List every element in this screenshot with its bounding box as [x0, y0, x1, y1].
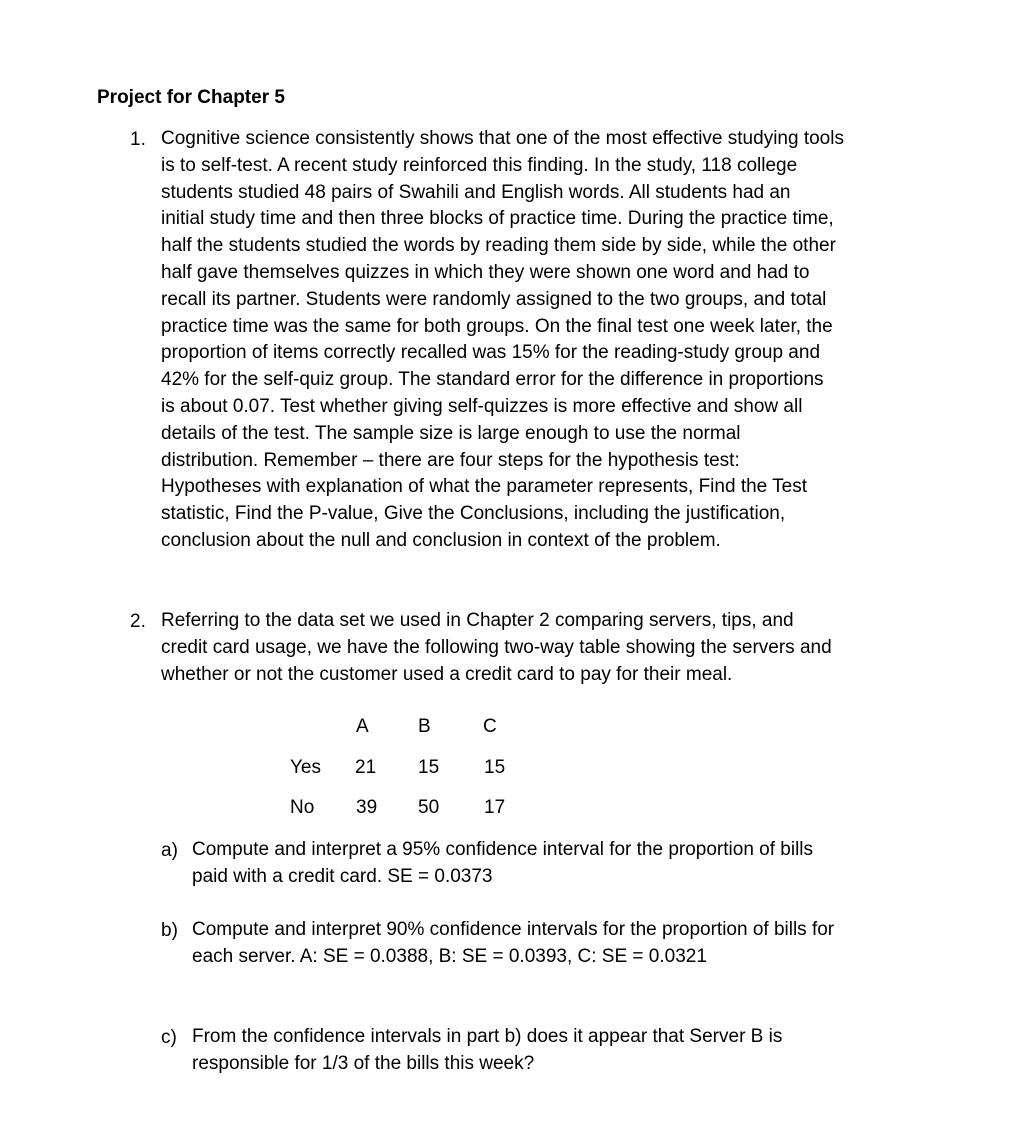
question-1-line: Cognitive science consistently shows that one of the most effective studying tools — [161, 128, 844, 149]
part-b-line: each server. A: SE = 0.0388, B: SE = 0.0393, C: SE = 0.0321 — [192, 945, 707, 967]
part-b-text — [192, 917, 834, 971]
part-b-letter: b) — [161, 920, 178, 941]
question-2-number: 2. — [130, 611, 146, 632]
table-cell: 15 — [418, 757, 440, 778]
question-2-line: whether or not the customer used a credit card to pay for their meal. — [161, 663, 733, 685]
question-1-line: is about 0.07. Test whether giving self-quizzes is more effective and show all — [161, 395, 803, 417]
page-title: Project for Chapter 5 — [97, 87, 285, 108]
question-1-number: 1. — [130, 129, 146, 150]
table-row-label: Yes — [290, 757, 321, 778]
question-1-line: students studied 48 pairs of Swahili and English words. All students had an — [161, 181, 791, 203]
part-c-line: From the confidence intervals in part b) does it appear that Server B is — [192, 1026, 783, 1047]
table-cell: 21 — [355, 757, 377, 778]
part-c-line: responsible for 1/3 of the bills this week? — [192, 1052, 535, 1074]
part-a-letter: a) — [161, 840, 178, 861]
table-cell: 50 — [418, 797, 440, 818]
question-2-line: Referring to the data set we used in Chapter 2 comparing servers, tips, and — [161, 610, 794, 631]
table-column-header: A — [356, 716, 369, 737]
table-column-header: B — [418, 716, 431, 737]
question-1-line: details of the test. The sample size is large enough to use the normal — [161, 422, 741, 444]
question-1-line: distribution. Remember – there are four steps for the hypothesis test: — [161, 449, 740, 471]
part-c-letter: c) — [161, 1027, 177, 1048]
question-1-line: statistic, Find the P-value, Give the Conclusions, including the justification, — [161, 503, 786, 525]
question-1-line: is to self-test. A recent study reinforced this finding. In the study, 118 college — [161, 154, 798, 176]
question-1-line: Hypotheses with explanation of what the parameter represents, Find the Test — [161, 476, 808, 498]
question-1-line: proportion of items correctly recalled was 15% for the reading-study group and — [161, 342, 821, 364]
question-1-line: recall its partner. Students were randomly assigned to the two groups, and total — [161, 288, 827, 310]
question-1-line: half the students studied the words by reading them side by side, while the other — [161, 235, 836, 257]
question-2-line: credit card usage, we have the following two-way table showing the servers and — [161, 636, 832, 658]
table-cell: 39 — [356, 797, 378, 818]
question-1-line: 42% for the self-quiz group. The standard error for the difference in proportions — [161, 369, 824, 391]
part-a-line: paid with a credit card. SE = 0.0373 — [192, 865, 493, 887]
table-cell: 15 — [484, 757, 506, 778]
question-1-line: conclusion about the null and conclusion in context of the problem. — [161, 529, 721, 551]
question-1-line: practice time was the same for both groups. On the final test one week later, the — [161, 315, 833, 337]
question-1-line: half gave themselves quizzes in which they were shown one word and had to — [161, 261, 810, 283]
question-1-text — [161, 126, 844, 555]
table-row-label: No — [290, 797, 315, 818]
part-c-text — [192, 1024, 782, 1078]
table-cell: 17 — [484, 797, 506, 818]
part-a-text — [192, 837, 813, 891]
part-b-line: Compute and interpret 90% confidence intervals for the proportion of bills for — [192, 919, 835, 940]
question-1-line: initial study time and then three blocks of practice time. During the practice time, — [161, 208, 834, 230]
question-2-text — [161, 608, 832, 688]
table-column-header: C — [483, 716, 497, 737]
part-a-line: Compute and interpret a 95% confidence interval for the proportion of bills — [192, 839, 814, 860]
